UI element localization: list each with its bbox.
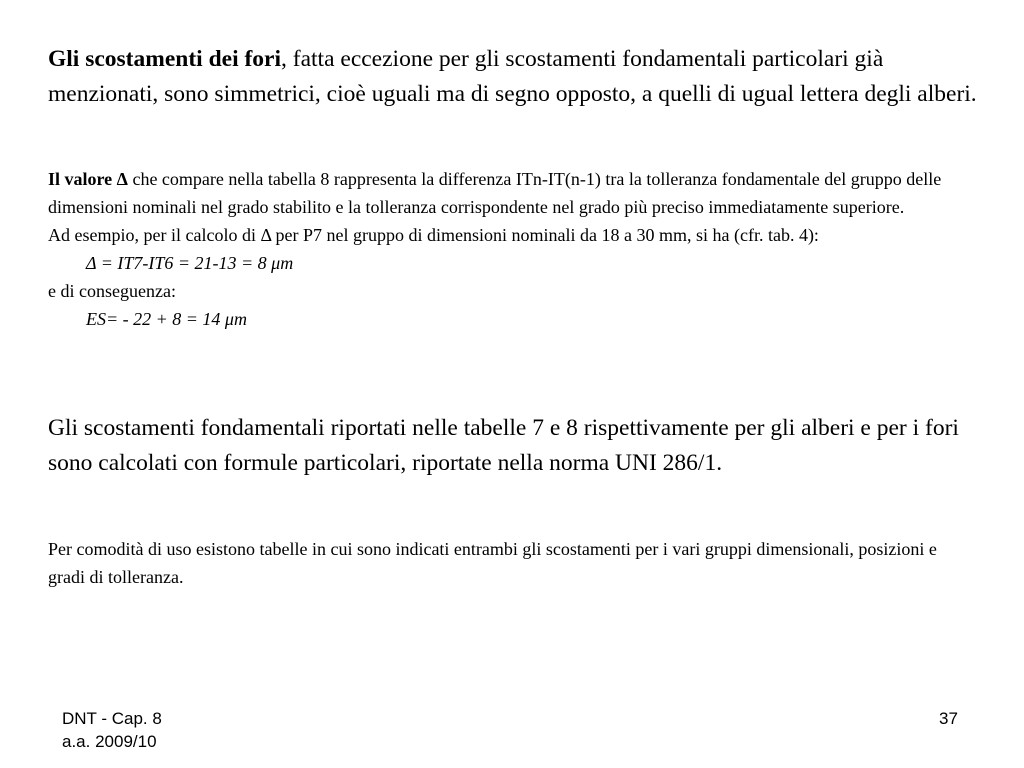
page-number: 37 <box>939 709 958 728</box>
footer-year: a.a. 2009/10 <box>62 732 157 751</box>
delta-definition <box>48 165 978 221</box>
delta-definition-text: che compare nella tabella 8 rappresenta la differenza ITn-IT(n-1) tra la tolleranza fondamentale del gruppo delle dimensioni nominali nel grado stabilito e la tolleranza corrispondente nel grado più preciso immediatamente superiore. <box>48 169 942 217</box>
paragraph-tables-note <box>48 535 978 591</box>
paragraph-holes-deviations <box>48 42 978 112</box>
delta-lead-bold: Il valore Δ <box>48 169 128 189</box>
delta-formula: Δ = IT7-IT6 = 21-13 = 8 μm <box>86 253 294 273</box>
consequence-text: e di conseguenza: <box>48 281 176 301</box>
footer-course: DNT - Cap. 8 <box>62 709 162 728</box>
paragraph-text: Per comodità di uso esistono tabelle in cui sono indicati entrambi gli scostamenti per i vari gruppi dimensionali, posizioni e gradi di tolleranza. <box>48 539 937 587</box>
paragraph-text: Gli scostamenti fondamentali riportati nelle tabelle 7 e 8 rispettivamente per gli alberi e per i fori sono calcolati con formule particolari, riportate nella norma UNI 286/1. <box>48 415 959 476</box>
paragraph-fundamental-deviations <box>48 411 978 481</box>
paragraph-lead-bold: Gli scostamenti dei fori <box>48 46 282 72</box>
footer-course-info <box>62 707 162 753</box>
paragraph-text: , fatta eccezione per gli scostamenti fondamentali particolari già menzionati, sono simmetrici, cioè uguali ma di segno opposto, a quelli di ugual lettera degli alberi. <box>48 46 977 107</box>
paragraph-delta-value <box>48 165 978 333</box>
delta-example: Ad esempio, per il calcolo di Δ per P7 nel gruppo di dimensioni nominali da 18 a 30 mm, si ha (cfr. tab. 4): <box>48 225 819 245</box>
es-formula: ES= - 22 + 8 = 14 μm <box>86 309 247 329</box>
